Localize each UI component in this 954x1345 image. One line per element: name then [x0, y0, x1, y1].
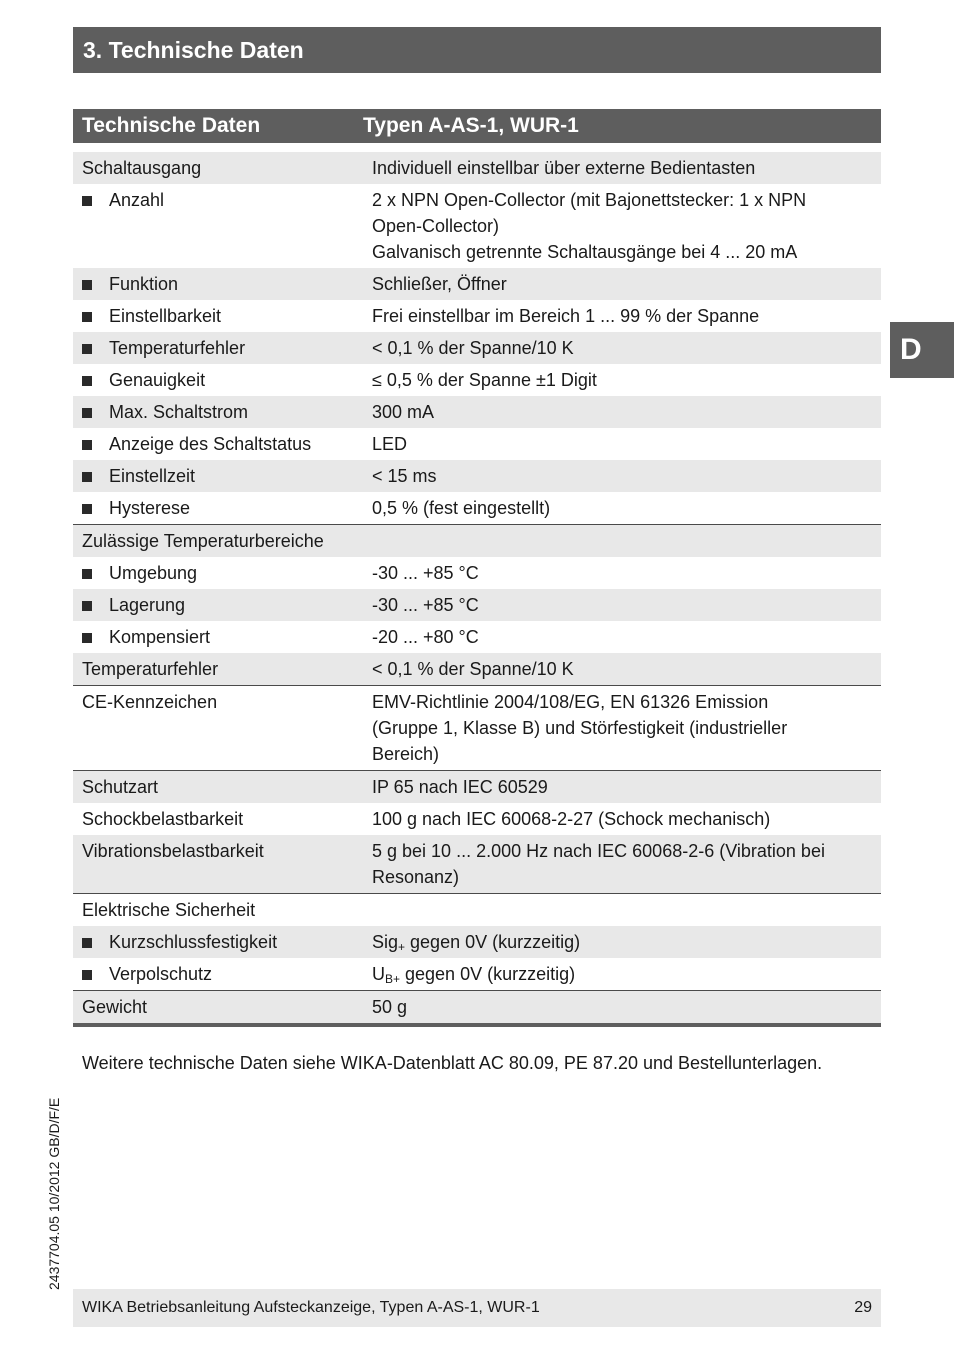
row-value: [372, 560, 881, 586]
table-row: [73, 268, 881, 300]
row-value: $U_{B+}$ gegen 0V (kurzzeitig): [372, 964, 576, 986]
table-row: [73, 771, 881, 803]
row-value: [372, 155, 881, 181]
square-bullet-icon: [82, 601, 92, 611]
square-bullet-icon: [82, 196, 92, 206]
value-line: LED: [372, 434, 408, 454]
square-bullet-icon: [82, 504, 92, 514]
value-line: 300 mA: [372, 402, 435, 422]
row-label: Einstellzeit: [109, 466, 196, 486]
row-value: [372, 689, 881, 767]
row-label: Lagerung: [109, 595, 186, 615]
row-value: [372, 624, 881, 650]
value-line: (Gruppe 1, Klasse B) und Störfestigkeit (industrieller: [372, 718, 788, 738]
value-line: 2 x NPN Open-Collector (mit Bajonettstecker: 1 x NPN: [372, 190, 807, 210]
value-line: IP 65 nach IEC 60529: [372, 777, 548, 797]
row-value: [372, 463, 881, 489]
row-label: CE-Kennzeichen: [82, 692, 218, 712]
row-value: [372, 774, 881, 800]
value-line: Frei einstellbar im Bereich 1 ... 99 % der Spanne: [372, 306, 760, 326]
square-bullet-icon: [82, 312, 92, 322]
tech-data-table: [73, 109, 881, 1027]
row-label: Funktion: [109, 274, 179, 294]
page-footer: [73, 1289, 881, 1327]
row-label: Zulässige Temperaturbereiche: [82, 531, 324, 551]
row-label: Umgebung: [109, 563, 198, 583]
table-row: [73, 835, 881, 894]
language-tab: D: [890, 322, 954, 378]
row-label: Genauigkeit: [109, 370, 206, 390]
square-bullet-icon: [82, 472, 92, 482]
row-value: [372, 303, 881, 329]
row-label: Vibrationsbelastbarkeit: [82, 841, 264, 861]
square-bullet-icon: [82, 376, 92, 386]
square-bullet-icon: [82, 970, 92, 980]
table-row: [73, 460, 881, 492]
value-line: Schließer, Öffner: [372, 274, 507, 294]
row-label: Anzeige des Schaltstatus: [109, 434, 312, 454]
section-title: 3. Technische Daten: [73, 27, 881, 73]
row-value: [372, 838, 881, 890]
value-line: Resonanz): [372, 867, 460, 887]
value-line: [372, 897, 869, 923]
square-bullet-icon: [82, 938, 92, 948]
value-line: Open-Collector): [372, 216, 500, 236]
value-line: < 15 ms: [372, 466, 437, 486]
header-col-1: Technische Daten: [82, 114, 261, 137]
table-row: [73, 396, 881, 428]
value-line: 100 g nach IEC 60068-2-27 (Schock mechanisch): [372, 809, 771, 829]
table-row: [73, 332, 881, 364]
table-row: [73, 803, 881, 835]
value-line: Galvanisch getrennte Schaltausgänge bei 4 ... 20 mA: [372, 242, 798, 262]
table-row: [73, 926, 881, 958]
row-label: Temperaturfehler: [109, 338, 246, 358]
value-line: 50 g: [372, 997, 408, 1017]
value-line: 0,5 % (fest eingestellt): [372, 498, 551, 518]
row-label: Schaltausgang: [82, 158, 202, 178]
row-label: Max. Schaltstrom: [109, 402, 249, 422]
value-line: -30 ... +85 °C: [372, 595, 479, 615]
table-header: [73, 109, 881, 143]
row-label: Hysterese: [109, 498, 191, 518]
table-row: [73, 184, 881, 268]
table-row: [73, 525, 881, 557]
row-label: Verpolschutz: [109, 964, 213, 984]
row-label: Temperaturfehler: [82, 659, 219, 679]
row-value: [372, 528, 881, 554]
table-row: [73, 152, 881, 184]
row-value: [372, 399, 881, 425]
square-bullet-icon: [82, 280, 92, 290]
row-label: Kurzschlussfestigkeit: [109, 932, 278, 952]
square-bullet-icon: [82, 569, 92, 579]
table-body: [73, 152, 881, 1027]
value-line: < 0,1 % der Spanne/10 K: [372, 338, 574, 358]
value-line: -20 ... +80 °C: [372, 627, 479, 647]
row-label: Einstellbarkeit: [109, 306, 222, 326]
table-row: [73, 621, 881, 653]
row-value: [372, 431, 881, 457]
row-value: [372, 495, 881, 521]
table-row: [73, 428, 881, 460]
row-label: Schockbelastbarkeit: [82, 809, 244, 829]
square-bullet-icon: [82, 344, 92, 354]
row-value: [372, 656, 881, 682]
value-line: < 0,1 % der Spanne/10 K: [372, 659, 574, 679]
footnote: Weitere technische Daten siehe WIKA-Datenblatt AC 80.09, PE 87.20 und Bestellunterlagen.: [82, 1053, 823, 1073]
table-row: [73, 653, 881, 686]
table-row: [73, 492, 881, 525]
value-line: -30 ... +85 °C: [372, 563, 479, 583]
row-value: [372, 187, 881, 265]
document-id: 2437704.05 10/2012 GB/D/F/E: [46, 1097, 62, 1290]
table-row: [73, 894, 881, 926]
square-bullet-icon: [82, 440, 92, 450]
row-value: [372, 367, 881, 393]
row-value: Sig$_+$ gegen 0V (kurzzeitig): [372, 932, 581, 954]
value-line: Bereich): [372, 744, 440, 764]
footer-text: WIKA Betriebsanleitung Aufsteckanzeige, Typen A-AS-1, WUR-1: [82, 1299, 540, 1316]
row-value: [372, 806, 881, 832]
value-line: EMV-Richtlinie 2004/108/EG, EN 61326 Emission: [372, 692, 769, 712]
table-row: [73, 686, 881, 771]
header-col-2: Typen A-AS-1, WUR-1: [363, 114, 579, 137]
row-label: Gewicht: [82, 997, 148, 1017]
value-line: 5 g bei 10 ... 2.000 Hz nach IEC 60068-2-6 (Vibration bei: [372, 841, 825, 861]
row-label: Schutzart: [82, 777, 159, 797]
square-bullet-icon: [82, 408, 92, 418]
row-value: [372, 271, 881, 297]
subscript: B+: [385, 972, 401, 986]
table-row: [73, 557, 881, 589]
row-value: [372, 335, 881, 361]
table-row: [73, 300, 881, 332]
row-value: [372, 897, 881, 923]
table-row: [73, 991, 881, 1027]
table-row: [73, 589, 881, 621]
row-label: Kompensiert: [109, 627, 211, 647]
row-label: Anzahl: [109, 190, 165, 210]
table-row: [73, 364, 881, 396]
page-number: 29: [854, 1299, 872, 1316]
table-row: [73, 958, 881, 991]
square-bullet-icon: [82, 633, 92, 643]
value-line: Individuell einstellbar über externe Bedientasten: [372, 158, 756, 178]
subscript: +: [398, 940, 406, 954]
row-value: [372, 592, 881, 618]
row-label: Elektrische Sicherheit: [82, 900, 256, 920]
row-value: [372, 994, 881, 1020]
value-line: ≤ 0,5 % der Spanne ±1 Digit: [372, 370, 597, 390]
value-line: [372, 528, 869, 554]
